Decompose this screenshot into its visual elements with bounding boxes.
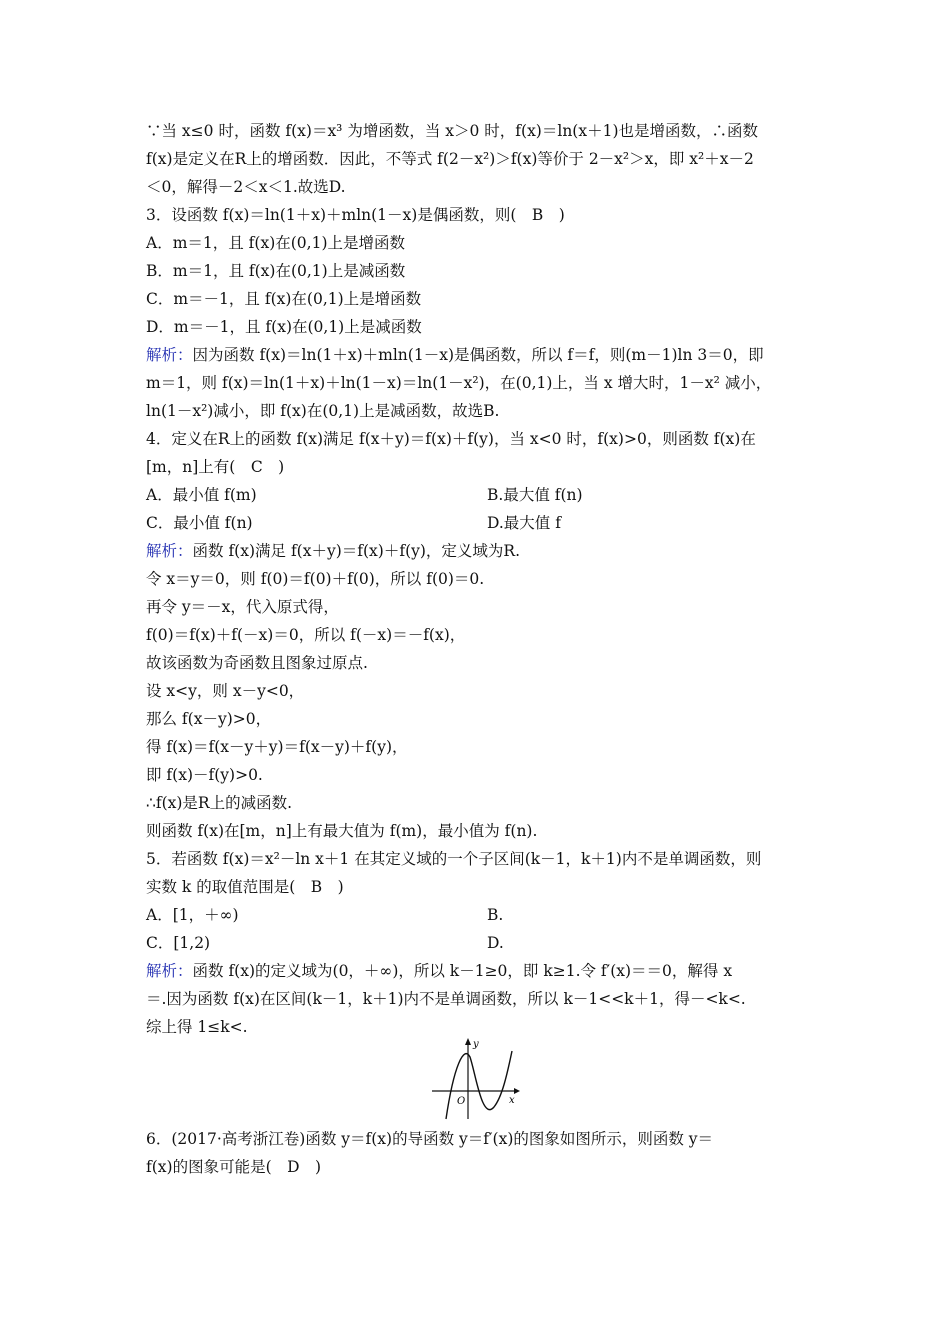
question-4: 4．定义在R上的函数 f(x)满足 f(x＋y)＝f(x)＋f(y)，当 x<0 时，f(x)>0，则函数 f(x)在 xyxy=(146,430,756,448)
text-line: f(0)＝f(x)＋f(－x)＝0，所以 f(－x)＝－f(x)， xyxy=(146,626,466,644)
option-d: D.最大值 f xyxy=(487,514,561,532)
option-a: A．最小值 f(m) xyxy=(146,486,257,504)
analysis-label: 解析： xyxy=(146,346,193,364)
analysis-line: 解析：函数 f(x)的定义域为(0，＋∞)，所以 k－1≥0，即 k≥1.令 f′(x)＝＝0，解得 x xyxy=(146,962,733,980)
y-axis-arrow xyxy=(465,1038,471,1045)
text-line: f(x)是定义在R上的增函数．因此，不等式 f(2－x²)＞f(x)等价于 2－x²＞x，即 x²＋x－2 xyxy=(146,150,754,168)
text-line: 设 x<y，则 x－y<0， xyxy=(146,682,305,700)
option-d: D．m＝－1，且 f(x)在(0,1)上是减函数 xyxy=(146,318,422,336)
origin-label: O xyxy=(457,1096,466,1107)
analysis-line: 解析：因为函数 f(x)＝ln(1＋x)＋mln(1－x)是偶函数，所以 f＝f，则(m－1)ln 3＝0，即 xyxy=(146,346,764,364)
question-6: 6．(2017·高考浙江卷)函数 y＝f(x)的导函数 y＝f′(x)的图象如图所示，则函数 y＝ xyxy=(146,1130,714,1148)
text-line: 令 x＝y＝0，则 f(0)＝f(0)＋f(0)，所以 f(0)＝0. xyxy=(146,570,485,588)
analysis-label: 解析： xyxy=(146,542,193,560)
option-a: A．m＝1，且 f(x)在(0,1)上是增函数 xyxy=(146,234,405,252)
text-line: ＜0，解得－2＜x＜1.故选D. xyxy=(146,178,346,196)
x-axis-arrow xyxy=(514,1088,520,1094)
text-line: f(x)的图象可能是( D ) xyxy=(146,1158,322,1176)
option-d: D. xyxy=(487,934,504,952)
text-line: 综上得 1≤k<. xyxy=(146,1018,248,1036)
analysis-line: 解析：函数 f(x)满足 f(x＋y)＝f(x)＋f(y)，定义域为R. xyxy=(146,542,521,560)
option-a: A．[1，＋∞) xyxy=(146,906,239,924)
analysis-label: 解析： xyxy=(146,962,193,980)
option-c: C．m＝－1，且 f(x)在(0,1)上是增函数 xyxy=(146,290,422,308)
option-c: C．最小值 f(n) xyxy=(146,514,253,532)
option-b: B.最大值 f(n) xyxy=(487,486,583,504)
text-line: m＝1，则 f(x)＝ln(1＋x)＋ln(1－x)＝ln(1－x²)，在(0,1)上，当 x 增大时，1－x² 减小， xyxy=(146,374,772,392)
x-axis-label: x xyxy=(509,1095,515,1106)
text-line: 那么 f(x－y)>0， xyxy=(146,710,272,728)
derivative-curve xyxy=(446,1051,512,1119)
text-line: [m，n]上有( C ) xyxy=(146,458,285,476)
text-line: ln(1－x²)减小，即 f(x)在(0,1)上是减函数，故选B. xyxy=(146,402,500,420)
text-line: ＝.因为函数 f(x)在区间(k－1，k＋1)内不是单调函数，所以 k－1<<k＋1，得－<k<. xyxy=(146,990,746,1008)
text-line: 实数 k 的取值范围是( B ) xyxy=(146,878,344,896)
option-b: B. xyxy=(487,906,504,924)
text-line: 故该函数为奇函数且图象过原点. xyxy=(146,654,368,672)
option-b: B．m＝1，且 f(x)在(0,1)上是减函数 xyxy=(146,262,406,280)
question-3: 3．设函数 f(x)＝ln(1＋x)＋mln(1－x)是偶函数，则( B ) xyxy=(146,206,565,224)
text-line: ∴f(x)是R上的减函数. xyxy=(146,794,293,812)
text-line: 再令 y＝－x，代入原式得， xyxy=(146,598,339,616)
text-line: 即 f(x)－f(y)>0. xyxy=(146,766,263,784)
derivative-graph xyxy=(430,1035,520,1121)
text-line: ∵当 x≤0 时，函数 f(x)＝x³ 为增函数，当 x＞0 时，f(x)＝ln(x＋1)也是增函数，∴函数 xyxy=(146,122,758,140)
question-5: 5．若函数 f(x)＝x²－ln x＋1 在其定义域的一个子区间(k－1，k＋1)内不是单调函数，则 xyxy=(146,850,762,868)
option-c: C．[1,2) xyxy=(146,934,211,952)
text-line: 得 f(x)＝f(x－y＋y)＝f(x－y)＋f(y)， xyxy=(146,738,408,756)
text-line: 则函数 f(x)在[m，n]上有最大值为 f(m)，最小值为 f(n). xyxy=(146,822,538,840)
y-axis-label: y xyxy=(473,1039,479,1050)
